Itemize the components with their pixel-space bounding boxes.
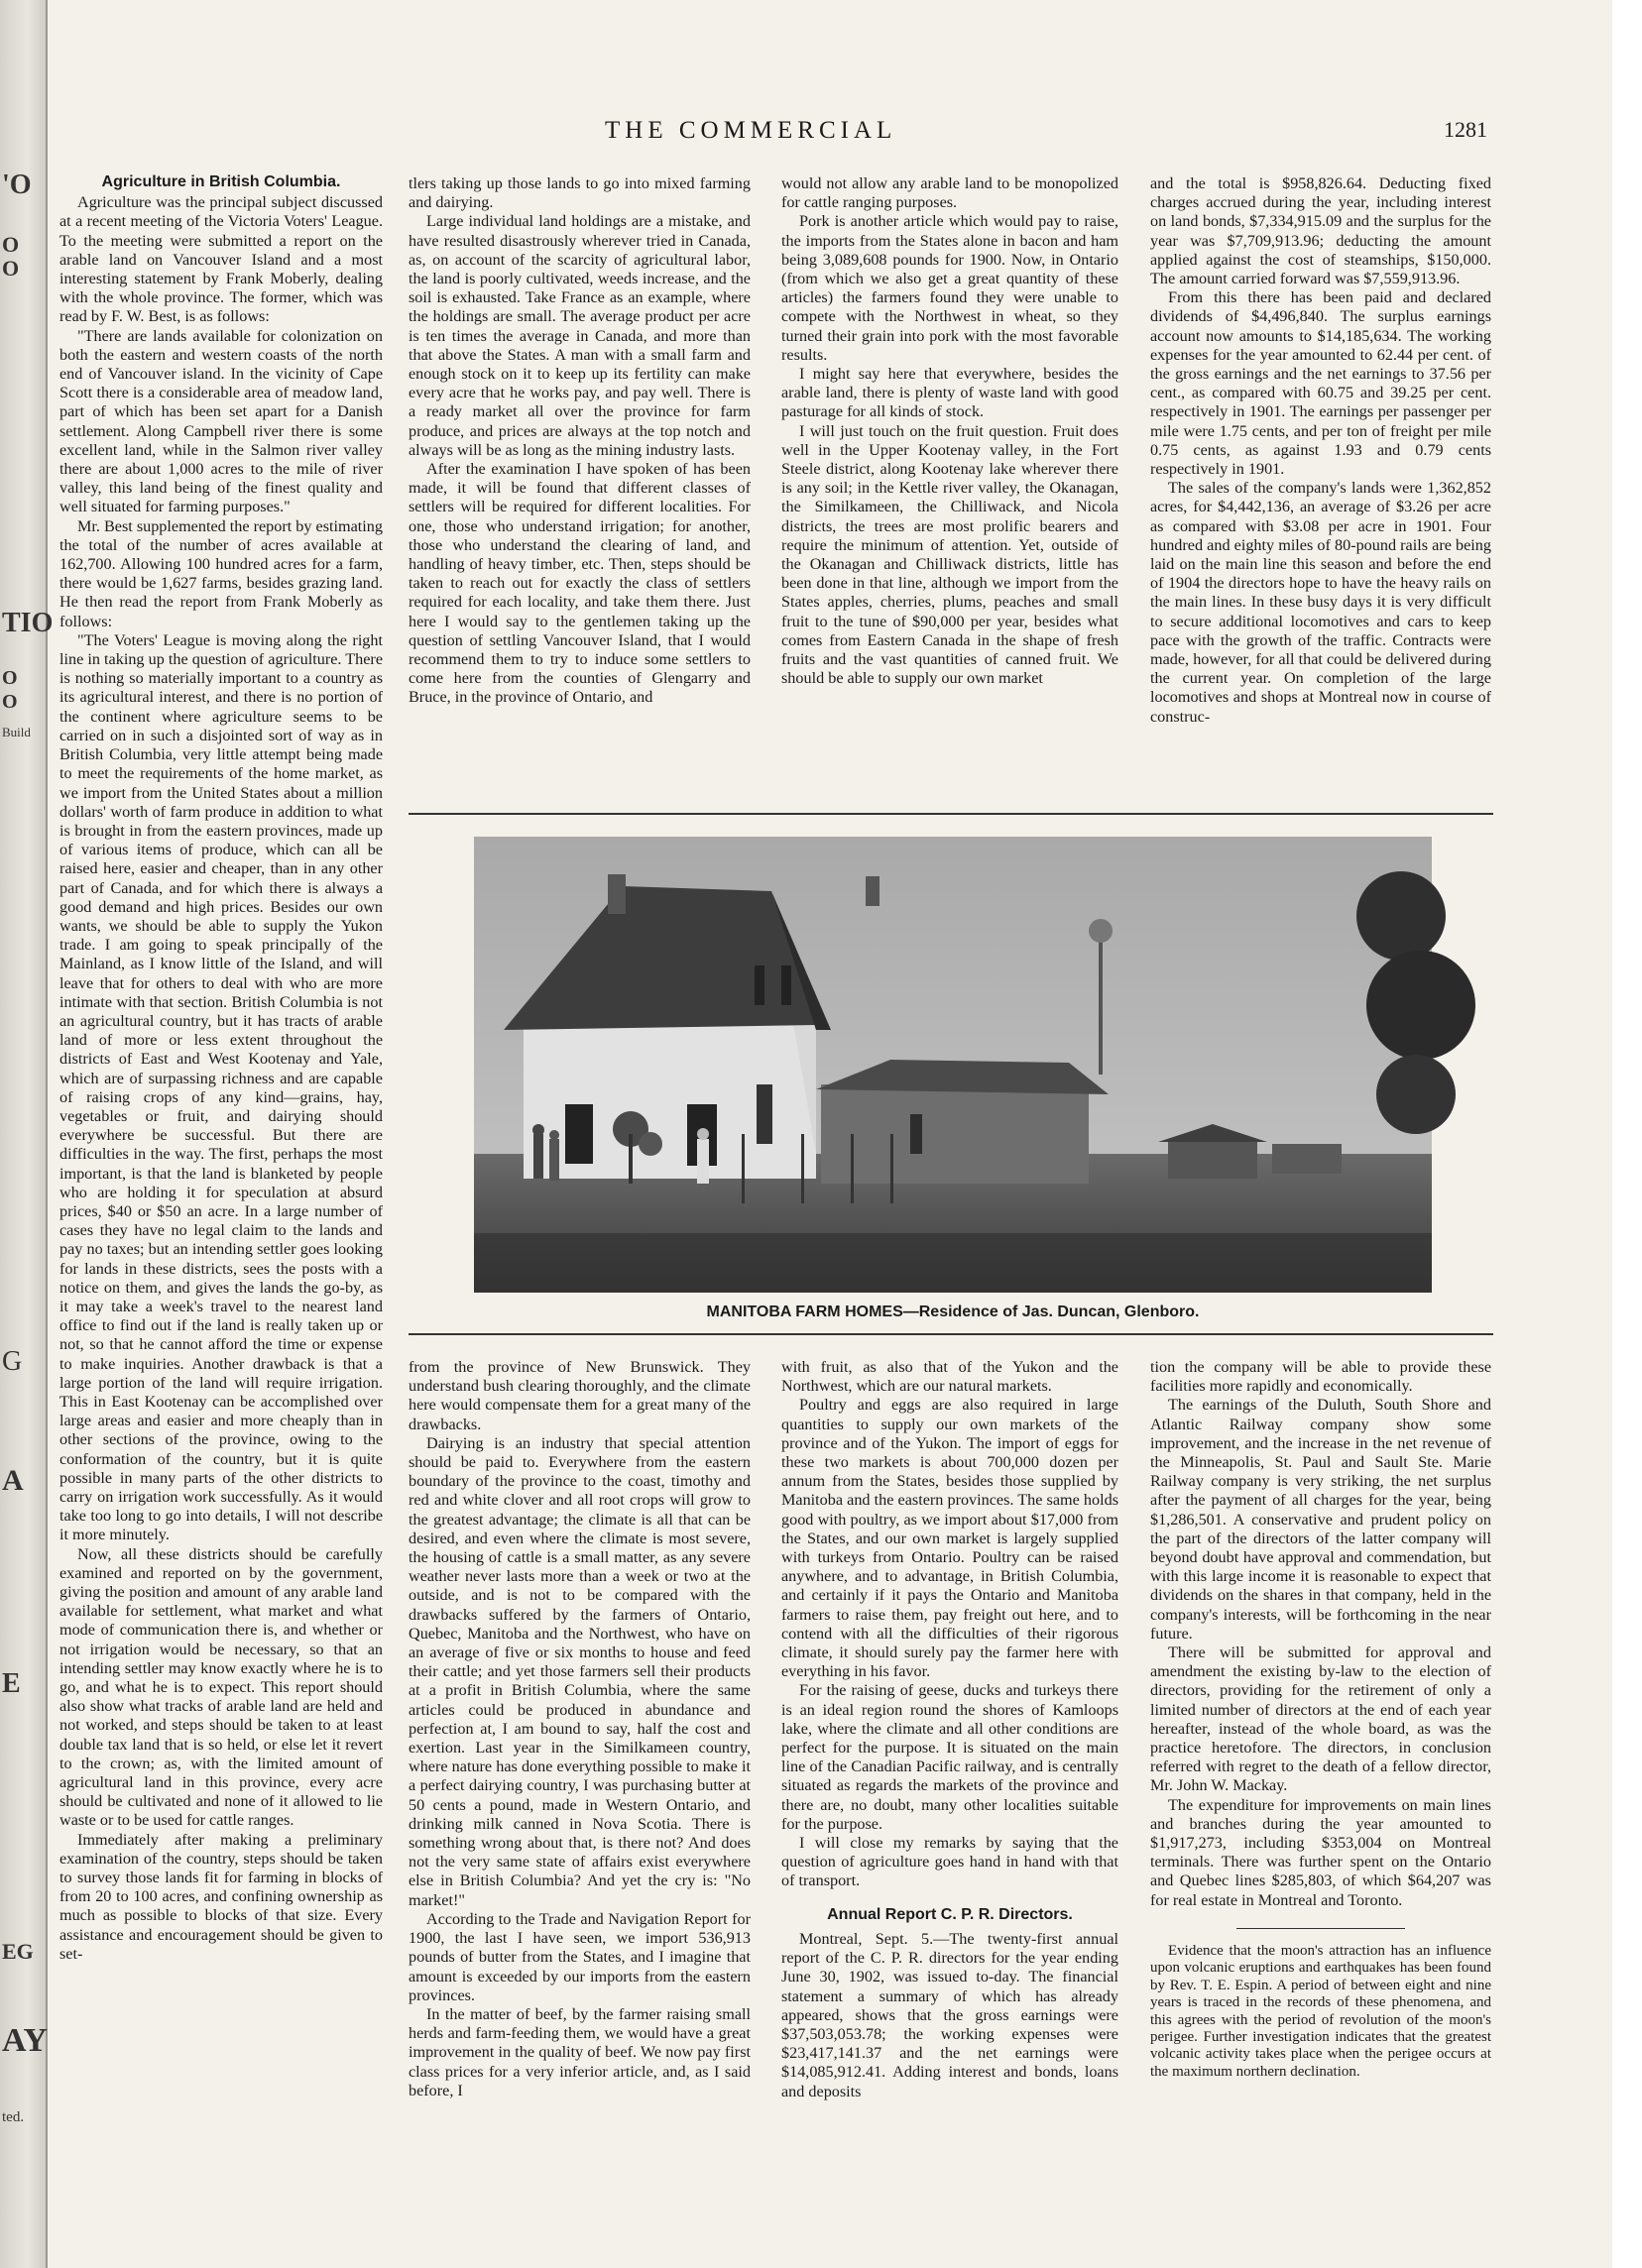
article-paragraph: The earnings of the Duluth, South Shore and Atlantic Railway company show some improvement, and the increase in the net revenue of the Minneapolis, St. Paul and Sault Ste. Marie Railway company is very striking, the net surplus after the payment of all charges for the year, being $1,286,501. A conservative and prudent policy on the part of the directors of the latter company will beyond doubt have approval and commendation, but with this large income it is reasonable to expect that dividends on the shares in that company, held in the company's interests, will be forthcoming in the near future. [1150,1396,1491,1643]
article-paragraph: I might say here that everywhere, besides the arable land, there is plenty of waste land with good pasturage for all kinds of stock. [781,365,1118,421]
masthead: THE COMMERCIAL [605,117,897,144]
article-paragraph: In the matter of beef, by the farmer raising small herds and farm-feeding them, we would have a great improvement in the quality of beef. We now pay first class prices for a very inferior article, and, as I said before, I [409,2004,751,2099]
article-paragraph: According to the Trade and Navigation Report for 1900, the last I have seen, we import 536,913 pounds of butter from the States, and I imagine that amount is exceeded by our imports from the eastern provinces. [409,1909,751,2004]
article-paragraph: Now, all these districts should be carefully examined and reported on by the government, giving the position and amount of any arable land available for settlement, what market and what mode of communication there is, and whether or not irrigation would be necessary, so that an intending settler may know exactly where he is to go, and what he is to expect. This report should also show what tracks of arable land are held and not worked, and steps should be taken to at least double tax land that is so held, or else let it revert to the crown; as, with the limited amount of agricultural land in this province, every acre should be cultivated and none of it allowed to lie waste or to be used for cattle ranges. [59,1544,383,1830]
article-paragraph: After the examination I have spoken of has been made, it will be found that different classes of settlers will be required for different localities. For one, those who understand irrigation; for another, those who understand the clearing of land, and handling of heavy timber, etc. Then, steps should be taken to reach out for exactly the class of settlers required for each locality, and take them there. Just here I would say to the gentlemen taking up the question of settling Vancouver Island, that I would recommend them to try to induce some settlers to come here from the counties of Glengarry and Bruce, in the province of Ontario, and [409,460,751,707]
article-paragraph: Agriculture was the principal subject discussed at a recent meeting of the Victoria Voters' League. To the meeting were submitted a report on the arable land on Vancouver Island and a most interesting statement by Frank Moberly, dealing with the whole province. The former, which was read by F. W. Best, is as follows: [59,193,383,326]
article-paragraph: Large individual land holdings are a mistake, and have resulted disastrously wherever tried in Canada, as, on account of the scarcity of agricultural labor, the land is poorly cultivated, weeds increase, and the soil is exhausted. Take France as an example, where the holdings are small. The average product per acre is ten times the average in Canada, and more than that above the States. A man with a small farm and enough stock on it to keep up its fertility can make every acre that he works pay, and pay well. There is a ready market all over the province for farm produce, and prices are always at the top notch and always will be as long as the mining industry lasts. [409,212,751,459]
binding-strip [0,0,54,2268]
article-paragraph: Montreal, Sept. 5.—The twenty-first annual report of the C. P. R. directors for the year ending June 30, 1902, was issued to-day. The financial statement a summary of which has already appeared, shows that the gross earnings were $37,503,053.78; the working expenses were $23,417,141.37 and the net earnings were $14,085,912.41. Adding interest and bonds, loans and deposits [781,1929,1118,2100]
section-subhead: Annual Report C. P. R. Directors. [827,1905,1073,1923]
article-column-1 [59,172,383,1964]
photo-caption: MANITOBA FARM HOMES—Residence of Jas. Duncan, Glenboro. [706,1304,1200,1320]
short-divider [1236,1928,1405,1929]
article-paragraph: "The Voters' League is moving along the right line in taking up the question of agriculture. There is nothing so materially important to a country as its agricultural interest, and there is no portion of the continent where agriculture seems to be carried on in such a disjointed sort of way as in British Columbia, very little attempt being made to meet the requirements of the home market, as we import from the United States about a million dollars' worth of farm produce in addition to what is brought in from the eastern provinces, made up of various items of produce, which can all be raised here, easier and cheaper, than in any other part of Canada, and for which there is always a good demand and high prices. Besides our own wants, we should be able to supply the Yukon trade. I am going to speak principally of the Mainland, as I know little of the Island, and will leave that for others to deal with who are more intimate with that section. British Columbia is not an agricultural country, but it has tracts of arable land of more or less extent throughout the districts of East and West Kootenay and Yale, which are of surpassing richness and are capable of raising crops of any kind—grains, hay, vegetables or fruit, and dairying should everywhere be successful. But there are difficulties in the way. The first, perhaps the most important, is that the land is blanketed by people who are holding it for speculation at absurd prices, $40 or $50 an acre. In a large number of cases they have no legal claim to the lands and pay no taxes; but an intending settler goes looking for lands in these districts, sees the posts with a notice on them, and gives the lands the go-by, as it may take a week's travel to the nearest land office to find out if the land is really taken up or not, so that he cannot afford the time or expense to make inquiries. Another drawback is that a large portion of the land will require irrigation. This in East Kootenay can be accomplished over large areas and easier and more cheaply than in other sections of the province, owing to the conformation of the country, but it is quite possible in many parts of the other districts to carry on irrigation work successfully. As it would take too long to go into details, I will not describe it more minutely. [59,630,383,1544]
article-column-4-bottom [1150,1358,1491,2081]
article-paragraph: would not allow any arable land to be monopolized for cattle ranging purposes. [781,174,1118,212]
article-paragraph: From this there has been paid and declared dividends of $4,496,840. The surplus earnings account now amounts to $14,185,634. The working expenses for the year amounted to 62.44 per cent. of the gross earnings and the net earnings to 37.56 per cent., as compared with 60.75 and 39.25 per cent. respectively in 1901. The earnings per passenger per mile were 1.75 cents, and per ton of freight per mile 0.75 cents, as against 1.93 and 0.79 cents respectively in 1901. [1150,288,1491,479]
binding-fragment: ted. [2,2109,25,2125]
binding-fragment: G [2,1346,23,1377]
article-title: Agriculture in British Columbia. [101,173,341,190]
moon-note: Evidence that the moon's attraction has an influence upon volcanic eruptions and earthquakes has been found by Rev. T. E. Espin. A period of between eight and nine years is traced in the records of these phenomena, and this agrees with the period of revolution of the moon's perigee. Further investigation indicates that the greatest volcanic activity takes place when the perigee occurs at the maximum northern declination. [1150,1942,1491,2080]
farm-house-photo [474,837,1432,1293]
binding-fragment: 'O [2,170,32,200]
article-paragraph: Mr. Best supplemented the report by estimating the total of the number of acres available at 162,700. Allowing 100 hundred acres for a farm, there would be 1,627 farms, besides grazing land. He then read the report from Frank Moberly as follows: [59,516,383,630]
binding-fragment: EG [2,1939,34,1964]
article-paragraph: Poultry and eggs are also required in large quantities to supply our own markets of the province and of the Yukon. The import of eggs for these two markets is about 700,000 dozen per annum from the States, besides those supplied by Manitoba and the eastern provinces. The same holds good with poultry, as we import about $17,000 from the States, and our own market is largely supplied with turkeys from Ontario. Poultry can be raised anywhere, and to advantage, in British Columbia, and certainly if it pays the Ontario and Manitoba farmers to raise them, pay freight out here, and to contend with all the difficulties of their rigorous climate, it should surely pay the farmer here with everything in his favor. [781,1396,1118,1681]
binding-fragment: O [2,256,20,281]
article-paragraph: Dairying is an industry that special attention should be paid to. Everywhere from the eastern boundary of the province to the coast, timothy and red and white clover and all root crops will grow to the greatest advantage; the climate is all that can be desired, and even where the climate is most severe, the housing of cattle is a small matter, as any severe weather never lasts more than a week or two at the outside, and is not to be compared with the drawbacks suffered by the farmers of Ontario, Quebec, Manitoba and the Northwest, who have on an average of five or six months to house and feed their cattle; and yet those farmers sell their products at a profit in British Columbia, where the same articles could be produced in abundance and perfection at, I am bound to say, half the cost and exertion. Last year in the Similkameen country, where nature has done everything possible to make it a perfect dairying country, I was purchasing butter at 50 cents a pound, made in Western Ontario, and drinking milk canned in Nova Scotia. There is something wrong about that, is there not? And does not the very same state of affairs exist everywhere else in British Columbia? And yet the cry is: "No market!" [409,1433,751,1909]
article-column-2-bottom [409,1358,751,2100]
page-number: 1281 [1444,117,1487,142]
article-paragraph: with fruit, as also that of the Yukon and the Northwest, which are our natural markets. [781,1358,1118,1396]
article-paragraph: There will be submitted for approval and amendment the existing by-law to the election of directors, providing for the retirement of only a limited number of directors at the end of each year hereafter, instead of the whole board, as was the practice heretofore. The directors, in conclusion referred with regret to the death of a fellow director, Mr. John W. Mackay. [1150,1644,1491,1795]
binding-fragment: O [2,691,18,713]
article-paragraph: I will close my remarks by saying that the question of agriculture goes hand in hand with that of transport. [781,1834,1118,1890]
article-paragraph: Pork is another article which would pay to raise, the imports from the States alone in bacon and ham being 3,089,608 pounds for 1900. Now, in Ontario (from which we also get a great quantity of these articles) the farmers found they were unable to compete with the Northwest in wheat, so they turned their grain into pork with the most favorable results. [781,212,1118,364]
article-paragraph: "There are lands available for colonization on both the eastern and western coasts of the north end of Vancouver island. In the vicinity of Cape Scott there is a considerable area of meadow land, part of which has been set apart for a Danish settlement. Along Campbell river there is some excellent land, while in the Salmon river valley there are about 1,000 acres to the mile of river valley, this land being of the finest quality and well situated for farming purposes." [59,326,383,516]
article-paragraph: from the province of New Brunswick. They understand bush clearing thoroughly, and the climate here would compensate them for a great many of the drawbacks. [409,1358,751,1433]
page-margin [1612,0,1642,2268]
binding-fragment: E [2,1668,21,1699]
article-paragraph: and the total is $958,826.64. Deducting fixed charges accrued during the year, including interest on land bonds, $7,334,915.09 and the surplus for the year was $7,709,913.96; deducting the amount applied against the cost of steamships, $150,000. The amount carried forward was $7,559,913.96. [1150,174,1491,288]
article-paragraph: Immediately after making a preliminary examination of the country, steps should be taken to survey those lands fit for farming in blocks of from 20 to 100 acres, and confining ownership as much as possible to blocks of that size. Every assistance and encouragement should be given to set- [59,1830,383,1963]
binding-fragment: O [2,667,18,689]
page-header [59,117,1487,151]
farm-house-illustration [474,837,1432,1293]
binding-fragment: Build [2,725,31,739]
binding-fragment: O [2,232,20,257]
article-column-3-bottom [781,1358,1118,2101]
article-column-3-top [781,174,1118,688]
article-paragraph: The sales of the company's lands were 1,362,852 acres, for $4,442,136, an average of $3.26 per acre as compared with $3.08 per acre in 1901. Four hundred and eighty miles of 80-pound rails are being laid on the main line this season and before the end of 1904 the directors hope to have the heavy rails on the main lines. In these busy days it is very difficult to secure additional locomotives and cars to keep pace with the growth of the traffic. Contracts were made, however, for all that could be delivered during the current year. On completion of the large locomotives and shops at Montreal now in course of construc- [1150,479,1491,726]
article-paragraph: tion the company will be able to provide these facilities more rapidly and economically. [1150,1358,1491,1396]
article-column-4-top [1150,174,1491,727]
article-paragraph: I will just touch on the fruit question. Fruit does well in the Upper Kootenay valley, in the Fort Steele district, along Kootenay lake wherever there is any soil; in the Kettle river valley, the Okanagan, the Similkameen, the Chilliwack, and Nicola districts, the trees are most prolific bearers and require the minimum of attention. Yet, outside of the Okanagan and Chilliwack districts, little has been done in that line, although we import from the States apples, cherries, plums, peaches and small fruit to the tune of $90,000 per year, besides what comes from Eastern Canada in the shape of fresh fruits and the vast quantities of canned fruit. We should be able to supply our own market [781,421,1118,688]
article-paragraph: tlers taking up those lands to go into mixed farming and dairying. [409,174,751,212]
binding-fragment: AY [2,2022,48,2059]
divider-rule [409,813,1493,815]
divider-rule [409,1333,1493,1335]
article-paragraph: The expenditure for improvements on main lines and branches during the year amounted to $1,917,273, including $353,004 on Montreal terminals. There was further spent on the Ontario and Quebec lines $285,803, of which $64,207 was for real estate in Montreal and Toronto. [1150,1795,1491,1909]
article-column-2-top [409,174,751,708]
binding-fragment: TIO [2,608,54,638]
article-paragraph: For the raising of geese, ducks and turkeys there is an ideal region round the shores of Kamloops lake, where the climate and all other conditions are perfect for the purpose. It is situated on the main line of the Canadian Pacific railway, and is centrally situated as regards the markets of the province and there are, no doubt, many other localities suitable for the purpose. [781,1681,1118,1833]
binding-fragment: A [2,1464,24,1497]
